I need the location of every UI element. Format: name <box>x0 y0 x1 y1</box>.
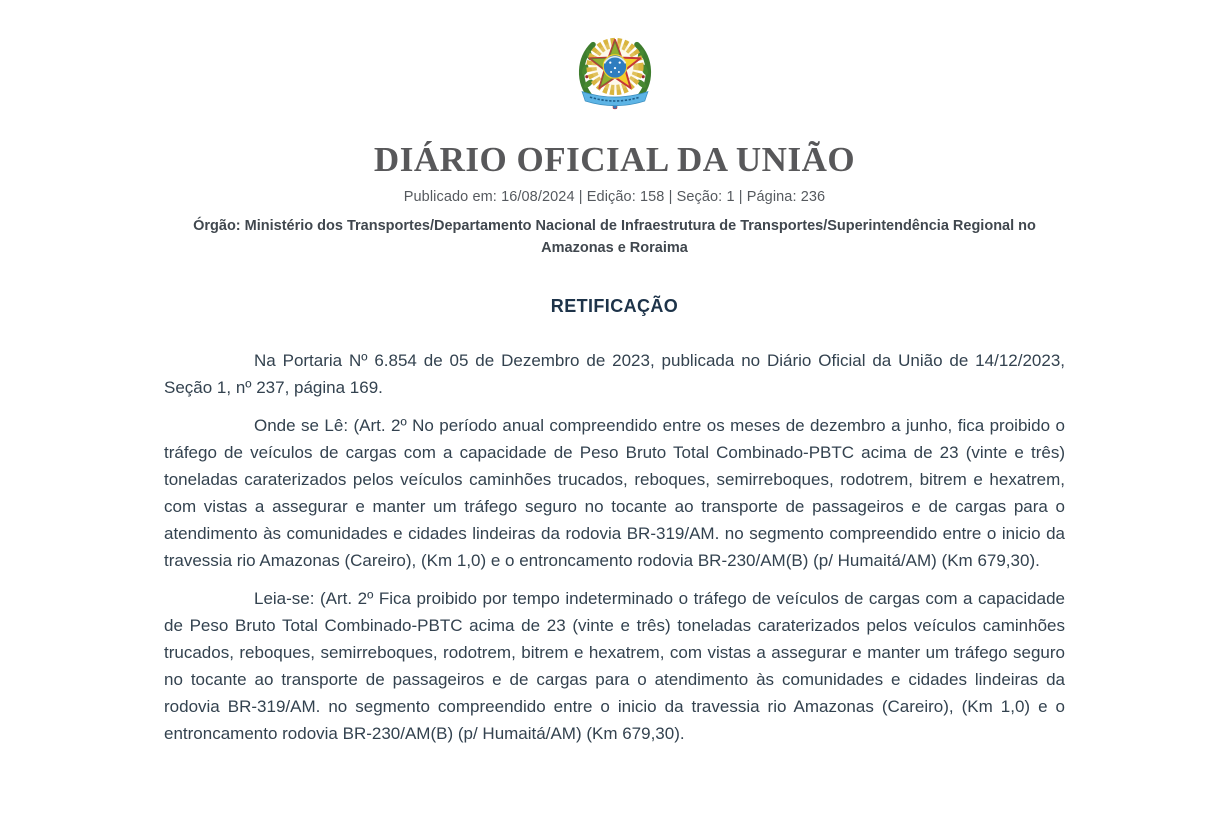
page-title: DIÁRIO OFICIAL DA UNIÃO <box>373 140 856 179</box>
organ-info: Órgão: Ministério dos Transportes/Departamento Nacional de Infraestrutura de Transportes/Superintendência Regional no Amazonas e Roraima <box>193 217 1036 256</box>
paragraph-intro: Na Portaria Nº 6.854 de 05 de Dezembro de 2023, publicada no Diário Oficial da União de 14/12/2023, Seção 1, nº 237, página 169. <box>164 350 1065 397</box>
document-body <box>164 347 1065 747</box>
publication-info: Publicado em: 16/08/2024 | Edição: 158 | Seção: 1 | Página: 236 <box>403 188 826 205</box>
brazil-coat-of-arms-icon <box>568 24 662 120</box>
masthead <box>0 0 1229 259</box>
paragraph-onde-se-le: Onde se Lê: (Art. 2º No período anual compreendido entre os meses de dezembro a junho, fica proibido o tráfego de veículos de cargas com a capacidade de Peso Bruto Total Combinado-PBTC acima de 23 (vinte e três) toneladas caraterizados pelos veículos caminhões trucados, reboques, semirreboques, rodotrem, bitrem e hexatrem, com vistas a assegurar e manter um tráfego seguro no tocante ao transporte de passageiros e de cargas para o atendimento às comunidades e cidades lindeiras da rodovia BR-319/AM. no segmento compreendido entre o inicio da travessia rio Amazonas (Careiro), (Km 1,0) e o entroncamento rodovia BR-230/AM(B) (p/ Humaitá/AM) (Km 679,30). <box>164 415 1065 570</box>
document-heading: RETIFICAÇÃO <box>550 295 679 316</box>
paragraph-leia-se: Leia-se: (Art. 2º Fica proibido por tempo indeterminado o tráfego de veículos de cargas com a capacidade de Peso Bruto Total Combinado-PBTC acima de 23 (vinte e três) toneladas caraterizados pelos veículos caminhões trucados, reboques, semirreboques, rodotrem, bitrem e hexatrem, com vistas a assegurar e manter um tráfego seguro no tocante ao transporte de passageiros e de cargas para o atendimento às comunidades e cidades lindeiras da rodovia BR-319/AM. no segmento compreendido entre o inicio da travessia rio Amazonas (Careiro), (Km 1,0) e o entroncamento rodovia BR-230/AM(B) (p/ Humaitá/AM) (Km 679,30). <box>164 588 1065 743</box>
